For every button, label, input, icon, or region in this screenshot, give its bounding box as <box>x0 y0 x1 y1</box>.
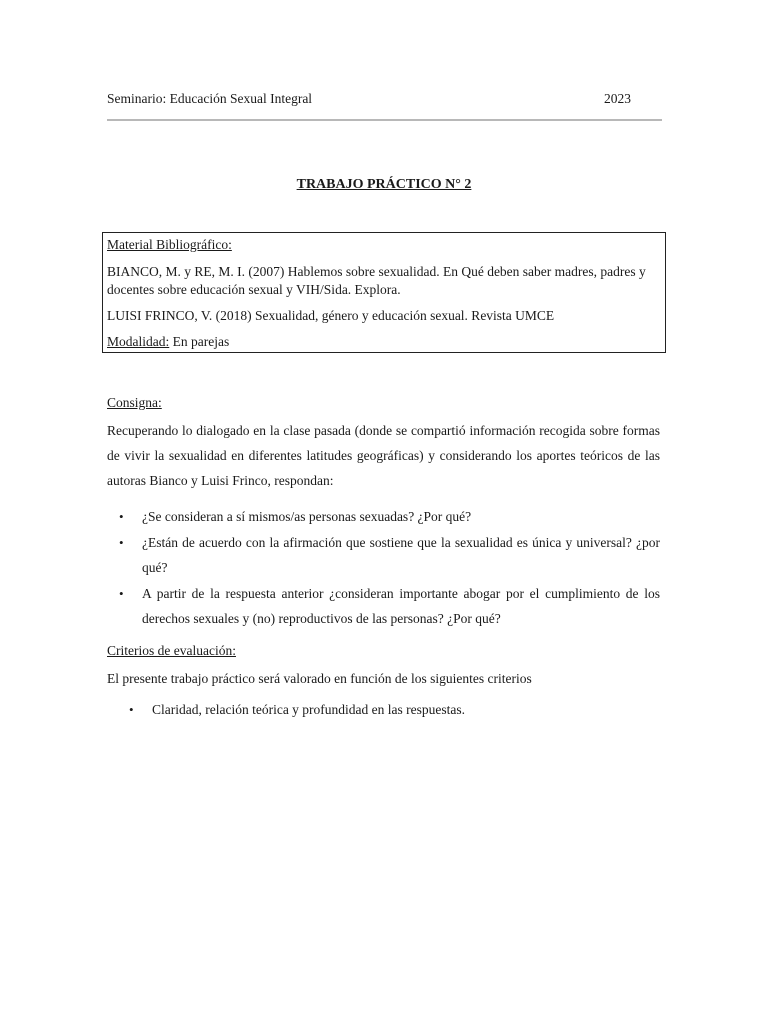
list-item <box>107 504 660 529</box>
bullet-icon: • <box>119 535 124 550</box>
criterios-intro: El presente trabajo práctico será valorado en función de los siguientes criterios <box>107 671 532 686</box>
header-seminar-title: Seminario: Educación Sexual Integral <box>107 91 313 106</box>
consigna-label: Consigna: <box>107 395 162 410</box>
question-text: A partir de la respuesta anterior ¿consideran importante abogar por el cumplimiento de los derechos sexuales y (no) reproductivos de las personas? ¿Por qué? <box>142 586 660 626</box>
modality-line <box>107 333 661 351</box>
consigna-text: Recuperando lo dialogado en la clase pasada (donde se compartió información recogida sobre formas de vivir la sexualidad en diferentes latitudes geográficas) y considerando los aportes teóricos de las autoras Bianco y Luisi Frinco, respondan: <box>107 423 660 488</box>
criteria-list <box>107 697 660 723</box>
question-text: ¿Se consideran a sí mismos/as personas sexuadas? ¿Por qué? <box>142 509 472 524</box>
criterios-label: Criterios de evaluación: <box>107 643 236 658</box>
modality-value: En parejas <box>169 334 230 349</box>
list-item <box>107 581 660 631</box>
question-text: ¿Están de acuerdo con la afirmación que sostiene que la sexualidad es única y universal? ¿por qué? <box>142 535 660 575</box>
list-item <box>107 697 660 722</box>
bibliography-box <box>102 232 666 353</box>
modality-label: Modalidad: <box>107 334 170 349</box>
list-item <box>107 530 660 580</box>
document-title: TRABAJO PRÁCTICO N° 2 <box>296 177 472 192</box>
bibliography-reference: LUISI FRINCO, V. (2018) Sexualidad, género y educación sexual. Revista UMCE <box>107 308 555 323</box>
bullet-icon: • <box>129 702 134 717</box>
header-divider <box>107 119 662 121</box>
questions-list <box>107 504 660 632</box>
bullet-icon: • <box>119 586 124 601</box>
bibliography-heading: Material Bibliográfico: <box>107 237 232 252</box>
criterion-text: Claridad, relación teórica y profundidad en las respuestas. <box>152 702 466 717</box>
header-year: 2023 <box>604 91 631 106</box>
page-header <box>107 91 631 107</box>
bullet-icon: • <box>119 509 124 524</box>
bibliography-reference: BIANCO, M. y RE, M. I. (2007) Hablemos sobre sexualidad. En Qué deben saber madres, padres y docentes sobre educación sexual y VIH/Sida. Explora. <box>107 264 646 297</box>
